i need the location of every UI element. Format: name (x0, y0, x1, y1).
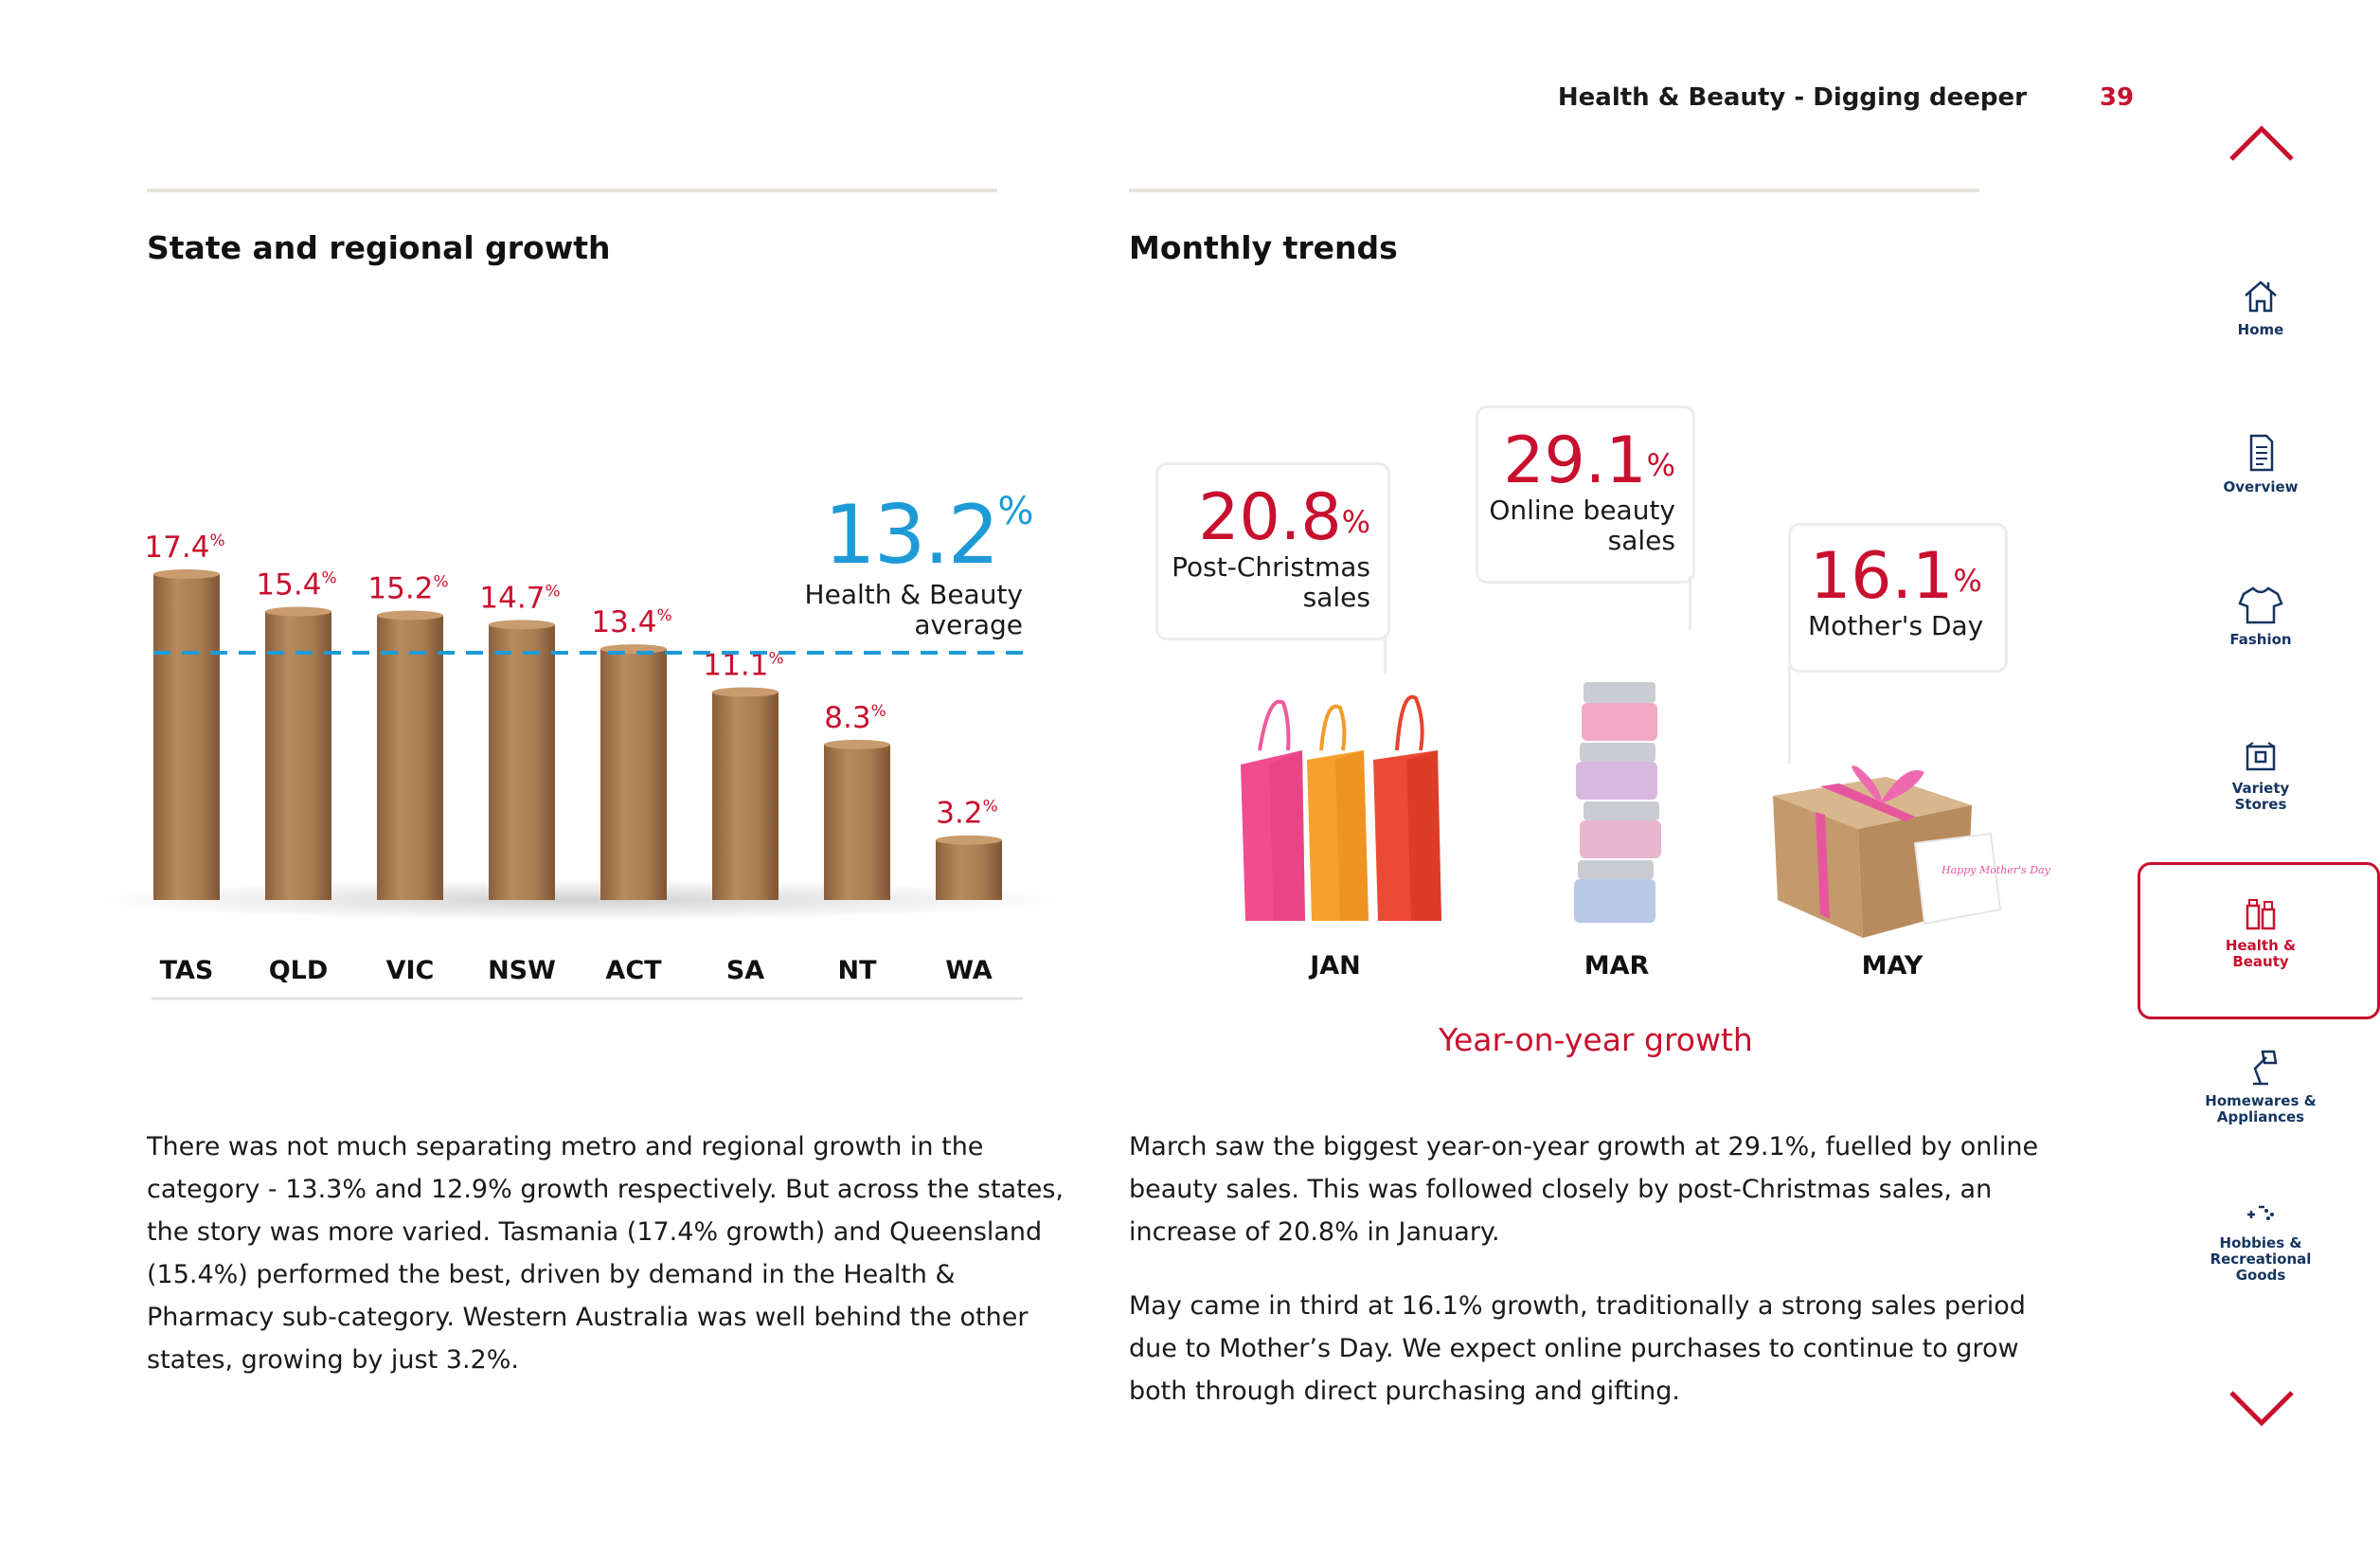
nav-label-variety-stores (2180, 781, 2341, 813)
callout-mar-unit: % (1646, 447, 1675, 483)
x-tick-label: TAS (159, 956, 214, 985)
average-unit: % (997, 490, 1032, 533)
gamepad-icon (2240, 1201, 2282, 1230)
nav-item-hobbies-recreational[interactable] (2180, 1201, 2341, 1284)
header-title: Health & Beauty - Digging deeper (1557, 83, 2027, 112)
nav-down-button[interactable] (2228, 1385, 2296, 1434)
callout-may-number: 16.1 (1810, 539, 1954, 614)
shopping-bags-image (1231, 684, 1458, 930)
callout-mar (1476, 405, 1695, 584)
nav-item-variety-stores[interactable] (2180, 741, 2341, 813)
bar-top (265, 607, 331, 617)
callout-jan (1155, 462, 1390, 640)
bar-value-label: 14.7% (479, 581, 561, 616)
callout-jan-label1: Post-Christmas (1172, 551, 1370, 583)
nav-label-health-beauty (2180, 938, 2341, 970)
x-tick-label: NT (837, 956, 877, 985)
bar-body (824, 745, 890, 900)
callout-may-unit: % (1953, 563, 1982, 599)
x-tick-label: NSW (488, 956, 556, 985)
average-label-line1: Health & Beauty (804, 579, 1023, 610)
bar-value-label: 3.2% (936, 796, 998, 831)
bar-qld (265, 607, 331, 900)
bar-value-label: 8.3% (824, 700, 886, 735)
bar-sa (712, 688, 778, 900)
nav-item-fashion[interactable] (2180, 585, 2341, 648)
nav-item-homewares-appliances[interactable] (2180, 1048, 2341, 1125)
right-body-paragraph-1: March saw the biggest year-on-year growth at 29.1%, fuelled by online beauty sales. This was followed closely by post-Christmas sales, an increase of 20.8% in January. (1129, 1132, 2039, 1247)
x-tick-label: ACT (605, 956, 662, 985)
bar-top (824, 740, 890, 749)
bar-body (153, 574, 220, 900)
nav-item-home[interactable] (2180, 275, 2341, 338)
bar-body (712, 693, 778, 900)
x-tick-label: SA (725, 956, 765, 985)
right-section-title: Monthly trends (1129, 229, 1398, 266)
bar-nsw (489, 620, 555, 900)
nav-label-health-line2: Beauty (2232, 953, 2289, 970)
average-number: 13.2 (824, 488, 998, 583)
callout-mar-number: 29.1 (1503, 423, 1647, 498)
nav-label-fashion: Fashion (2229, 631, 2292, 648)
bar-value-label: 17.4% (144, 531, 225, 565)
bar-act (600, 644, 667, 900)
x-tick-label: WA (945, 956, 993, 985)
chevron-up-icon (2228, 121, 2296, 167)
month-label-mar: MAR (1584, 951, 1650, 981)
nav-label-homewares-line1: Homewares & (2205, 1092, 2317, 1109)
month-label-jan: JAN (1310, 951, 1361, 981)
callout-jan-pointer (1384, 635, 1387, 675)
nav-label-hobbies-line1: Hobbies & (2219, 1234, 2302, 1251)
bar-top (936, 836, 1002, 845)
home-icon (2240, 275, 2282, 316)
lamp-icon (2240, 1048, 2282, 1088)
bar-top (377, 610, 443, 620)
right-body-paragraph-2: May came in third at 16.1% growth, traditionally a strong sales period due to Mother’s Day. We expect online purchases to continue to grow both through direct purchasing and gifting. (1129, 1291, 2026, 1406)
callout-may-value (1810, 539, 2005, 614)
bar-body (600, 649, 667, 900)
bar-value-label: 13.4% (591, 605, 672, 640)
gift-card-text: Happy Mother's Day (1942, 864, 2050, 876)
callout-may (1788, 523, 2008, 673)
nav-item-health-beauty[interactable] (2180, 898, 2341, 970)
left-section-title: State and regional growth (147, 229, 611, 266)
nav-label-overview: Overview (2223, 478, 2299, 495)
chart-floor-shadow (85, 879, 1070, 921)
nav-label-homewares (2180, 1093, 2341, 1125)
average-value (824, 488, 1032, 583)
nav-label-home: Home (2237, 321, 2284, 338)
callout-jan-unit: % (1341, 504, 1370, 540)
nav-item-overview[interactable] (2180, 432, 2341, 495)
left-body-text: There was not much separating metro and regional growth in the category - 13.3% and 12.9% growth respectively. But across the states, the story was more varied. Tasmania (17.4% growth) and Queensland (15.4%) performed the best, driven by demand in the Health & Pharmacy sub-category. Western Australia was well behind the other states, growing by just 3.2%. (147, 1132, 1064, 1375)
callout-mar-label2: sales (1607, 525, 1675, 556)
chevron-down-icon (2228, 1385, 2296, 1431)
left-section-rule (147, 189, 997, 192)
bar-body (265, 612, 331, 900)
bar-value-label: 15.4% (256, 567, 337, 603)
nav-up-button[interactable] (2228, 121, 2296, 171)
nav-label-homewares-line2: Appliances (2216, 1108, 2305, 1125)
nav-label-hobbies (2180, 1235, 2341, 1284)
nav-label-hobbies-line2: Recreational (2210, 1251, 2312, 1268)
bar-nt (824, 740, 890, 900)
nav-label-health-line1: Health & (2225, 937, 2297, 954)
callout-mar-value (1478, 423, 1675, 498)
x-tick-label: QLD (268, 956, 329, 985)
nav-label-hobbies-line3: Goods (2235, 1267, 2286, 1284)
callout-may-label1: Mother's Day (1808, 610, 1984, 641)
bar-tas (153, 569, 220, 900)
bar-top (153, 569, 220, 579)
page-number: 39 (2099, 83, 2135, 112)
bar-body (377, 615, 443, 900)
callout-mar-pointer (1689, 576, 1691, 629)
bar-top (712, 688, 778, 697)
document-icon (2240, 432, 2282, 474)
bar-body (936, 840, 1002, 900)
callout-jan-value (1158, 480, 1370, 555)
callout-may-pointer (1788, 665, 1791, 764)
average-label (720, 580, 1023, 640)
box-icon (2242, 741, 2280, 775)
callout-jan-label2: sales (1302, 582, 1370, 613)
gift-box-image (1773, 758, 2050, 947)
nav-label-variety-line2: Stores (2234, 796, 2287, 813)
yoy-caption: Year-on-year growth (1439, 1021, 1753, 1058)
callout-mar-label1: Online beauty (1489, 495, 1675, 526)
bar-value-label: 15.2% (367, 571, 449, 606)
tshirt-icon (2238, 585, 2283, 626)
average-label-line2: average (914, 609, 1023, 640)
bar-body (489, 624, 555, 900)
cosmetic-jars-image (1563, 675, 1676, 949)
x-tick-label: VIC (385, 956, 435, 985)
nav-label-variety-line1: Variety (2231, 780, 2290, 797)
right-section-rule (1129, 189, 1979, 192)
callout-jan-number: 20.8 (1198, 480, 1342, 555)
bar-value-label: 11.1% (703, 648, 784, 683)
bar-top (489, 620, 555, 629)
bottles-icon (2242, 898, 2280, 932)
month-label-may: MAY (1861, 951, 1924, 981)
bar-wa (936, 836, 1002, 900)
